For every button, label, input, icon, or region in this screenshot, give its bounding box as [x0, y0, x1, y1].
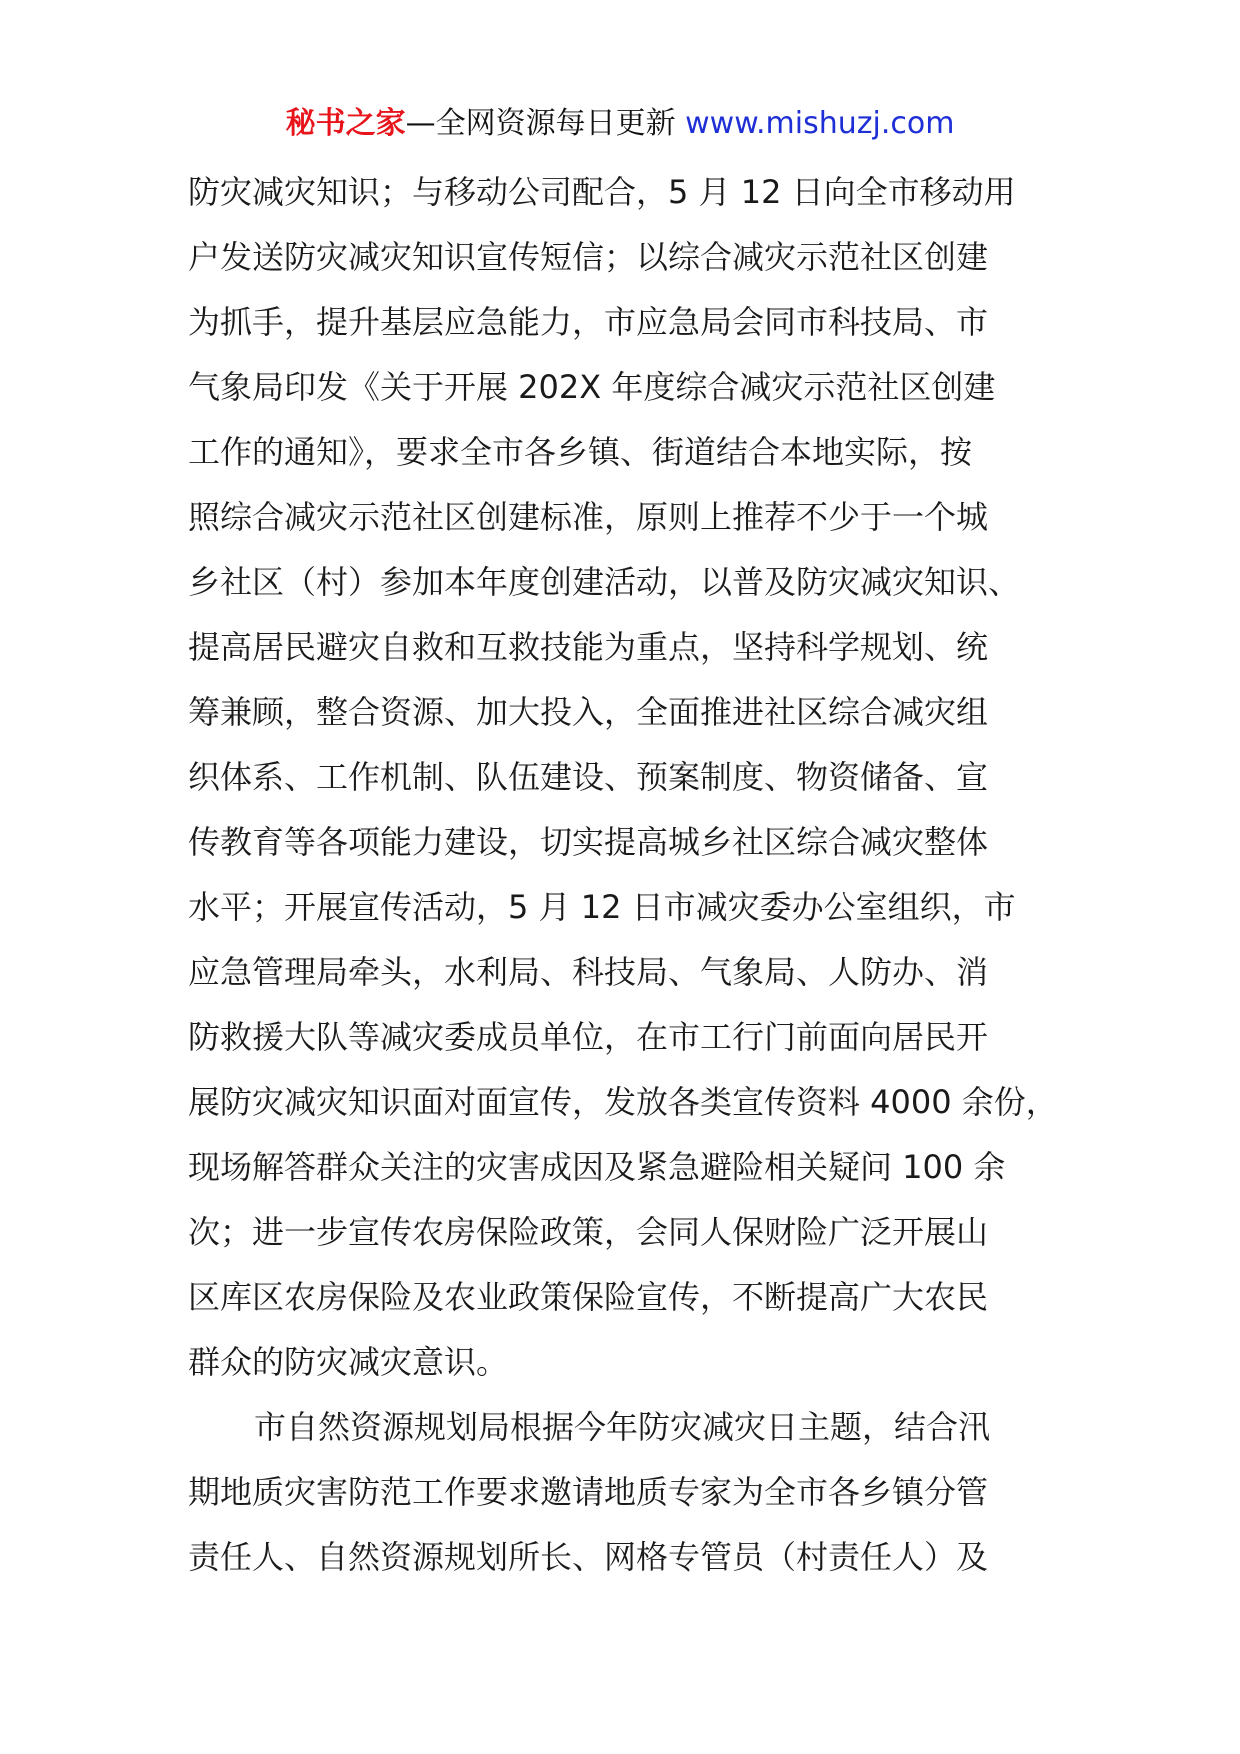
website-link[interactable]: www.mishuzj.com — [685, 106, 955, 141]
text-line: 展防灾减灾知识面对面宣传，发放各类宣传资料 4000 余份， — [188, 1083, 1058, 1121]
text-line: 户发送防灾减灾知识宣传短信；以综合减灾示范社区创建 — [188, 238, 989, 276]
text-line: 织体系、工作机制、队伍建设、预案制度、物资储备、宣 — [188, 758, 989, 796]
text-line: 传教育等各项能力建设，切实提高城乡社区综合减灾整体 — [188, 823, 989, 861]
text-line: 应急管理局牵头，水利局、科技局、气象局、人防办、消 — [188, 953, 989, 991]
text-line: 工作的通知》，要求全市各乡镇、街道结合本地实际，按 — [188, 433, 973, 471]
page-header — [0, 100, 1240, 148]
text-line: 防灾减灾知识；与移动公司配合，5 月 12 日向全市移动用 — [188, 173, 1016, 211]
text-line: 防救援大队等减灾委成员单位，在市工行门前面向居民开 — [188, 1018, 989, 1056]
text-line: 为抓手，提升基层应急能力，市应急局会同市科技局、市 — [188, 303, 989, 341]
text-line: 现场解答群众关注的灾害成因及紧急避险相关疑问 100 余 — [188, 1148, 1006, 1186]
paragraph — [188, 160, 1088, 1395]
text-line: 水平；开展宣传活动，5 月 12 日市减灾委办公室组织，市 — [188, 888, 1016, 926]
brand-name: 秘书之家 — [285, 106, 406, 141]
text-line: 提高居民避灾自救和互救技能为重点，坚持科学规划、统 — [188, 628, 989, 666]
header-tagline: —全网资源每日更新 — [405, 106, 676, 141]
text-line: 气象局印发《关于开展 202X 年度综合减灾示范社区创建 — [188, 368, 996, 406]
text-line: 次；进一步宣传农房保险政策，会同人保财险广泛开展山 — [188, 1213, 989, 1251]
text-line: 群众的防灾减灾意识。 — [188, 1343, 509, 1381]
text-line: 市自然资源规划局根据今年防灾减灾日主题，结合汛 — [254, 1408, 991, 1446]
text-line: 照综合减灾示范社区创建标准，原则上推荐不少于一个城 — [188, 498, 989, 536]
text-line: 乡社区（村）参加本年度创建活动，以普及防灾减灾知识、 — [188, 563, 1021, 601]
document-body — [188, 160, 1088, 1590]
text-line: 筹兼顾，整合资源、加大投入，全面推进社区综合减灾组 — [188, 693, 989, 731]
paragraph — [188, 1395, 1088, 1590]
text-line: 责任人、自然资源规划所长、网格专管员（村责任人）及 — [188, 1538, 989, 1576]
text-line: 区库区农房保险及农业政策保险宣传，不断提高广大农民 — [188, 1278, 989, 1316]
text-line: 期地质灾害防范工作要求邀请地质专家为全市各乡镇分管 — [188, 1473, 989, 1511]
